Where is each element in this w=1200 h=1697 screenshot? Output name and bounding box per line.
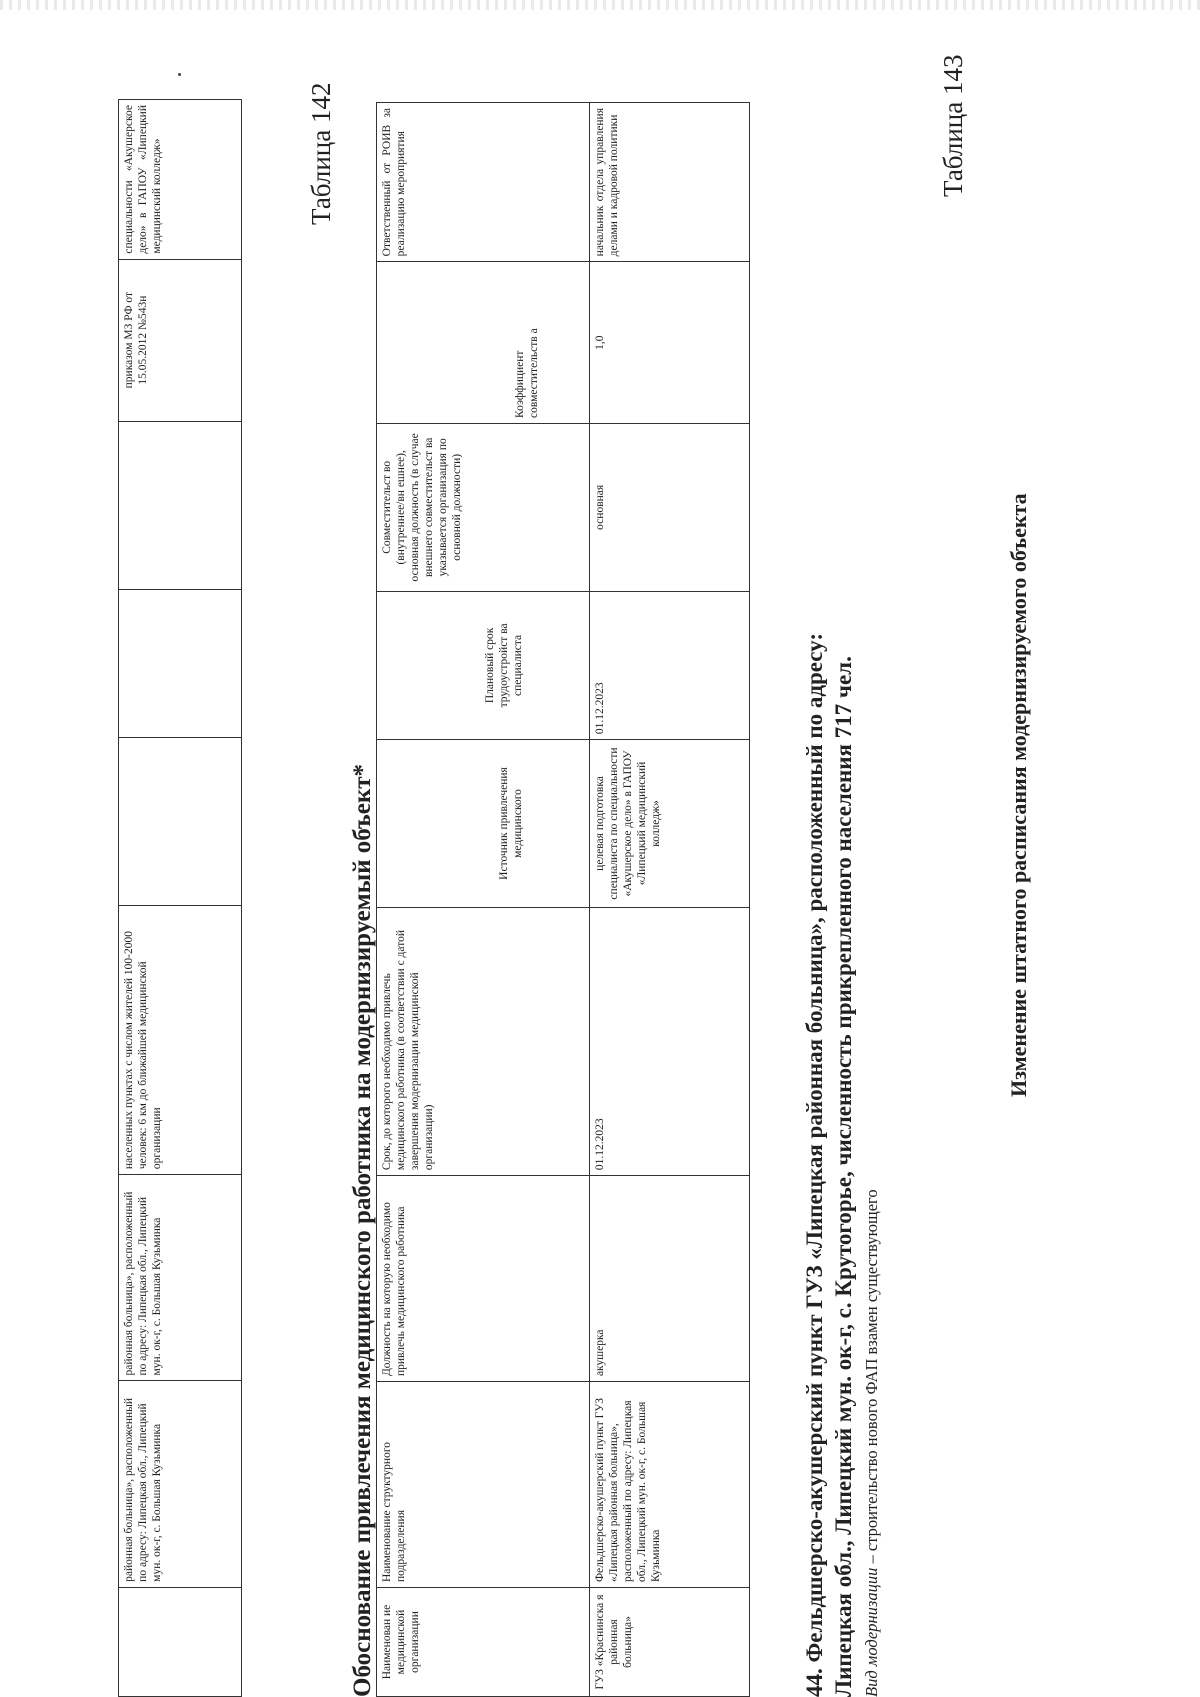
modernization-label: Вид модернизации [862, 1567, 881, 1697]
row-position: акушерка [590, 1176, 750, 1382]
row-responsible: начальник отдела управления делами и кадровой политики [590, 103, 750, 262]
row-subdivision: Фельдшерско-акушерский пункт ГУЗ «Липецкая районная больница», расположенный по адресу: Липецкая обл., Липецкий мун. ок-г, с. Большая Кузьминка [590, 1382, 750, 1588]
table143-caption: Таблица 143 [938, 54, 968, 197]
continued-cell-subdivision: районная больница», расположенный по адресу: Липецкая обл., Липецкий мун. ок-г, с. Большая Кузьминка [119, 1381, 242, 1587]
continued-cell-position: районная больница», расположенный по адресу: Липецкая обл., Липецкий мун. ок-г, с. Большая Кузьминка [119, 1175, 242, 1381]
continued-cell-combination [119, 421, 242, 589]
continued-cell-deadline: населенных пунктах с числом жителей 100-2000 человек: 6 км до ближайшей медицинской организации [119, 906, 242, 1175]
continued-cell-plan [119, 589, 242, 738]
row-coefficient: 1,0 [590, 262, 750, 424]
heading-44-line2: Липецкая обл., Липецкий мун. ок-г, с. Крутогорье, численность прикрепленного населения 717 чел. [831, 656, 856, 1697]
header-planned-date: Плановый срок трудоустройст ва специалиста [377, 591, 590, 740]
header-org-name: Наименован ие медицинской организации [377, 1588, 590, 1697]
header-position: Должность на которую необходимо привлечь медицинского работника [377, 1176, 590, 1382]
modernization-text: – строительство нового ФАП взамен существующего [862, 1189, 881, 1568]
continued-table [118, 99, 242, 1697]
heading-44-line1: 44. Фельдшерско-акушерский пункт ГУЗ «Липецкая районная больница», расположенный по адресу: [802, 632, 827, 1697]
continued-cell-name [119, 1587, 242, 1696]
header-responsible: Ответственный от РОИВ за реализацию мероприятия [377, 103, 590, 262]
row-planned-date: 01.12.2023 [590, 591, 750, 740]
header-subdivision: Наименование структурного подразделения [377, 1382, 590, 1588]
continued-cell-responsible: специальности «Акушерское дело» в ГАПОУ «Липецкий медицинский колледж» [119, 100, 242, 260]
header-source: Источник привлечения медицинского [377, 740, 590, 908]
continued-cell-source [119, 738, 242, 906]
continued-table-block [118, 99, 242, 1697]
staff-change-title: Изменение штатного расписания модернизируемого объекта [1006, 493, 1031, 1097]
header-coefficient: Коэффициент совместительств а [377, 262, 590, 424]
modernization-type [862, 1189, 882, 1697]
row-source: целевая подготовка специалиста по специальности «Акушерское дело» в ГАПОУ «Липецкий медицинский колледж» [590, 740, 750, 908]
header-deadline: Срок, до которого необходимо привлечь медицинского работника (в соответствии с датой завершения модернизации медицинской организации) [377, 907, 590, 1175]
table142-caption: Таблица 142 [306, 82, 336, 225]
header-combination: Совместительст во (внутреннее/вн ешнее), основная должность (в случае внешнего совместительст ва указывается организация по основной должности) [377, 424, 590, 592]
table142 [376, 102, 750, 1697]
row-org-name: ГУЗ «Краснинска я районная больница» [590, 1588, 750, 1697]
row-combination: основная [590, 424, 750, 592]
continued-cell-coefficient: приказом МЗ РФ от 15.05.2012 №543н [119, 259, 242, 421]
table142-block [376, 102, 750, 1697]
row-deadline: 01.12.2023 [590, 907, 750, 1175]
section-title: Обоснование привлечения медицинского работника на модернизируемый объект* [349, 763, 376, 1697]
